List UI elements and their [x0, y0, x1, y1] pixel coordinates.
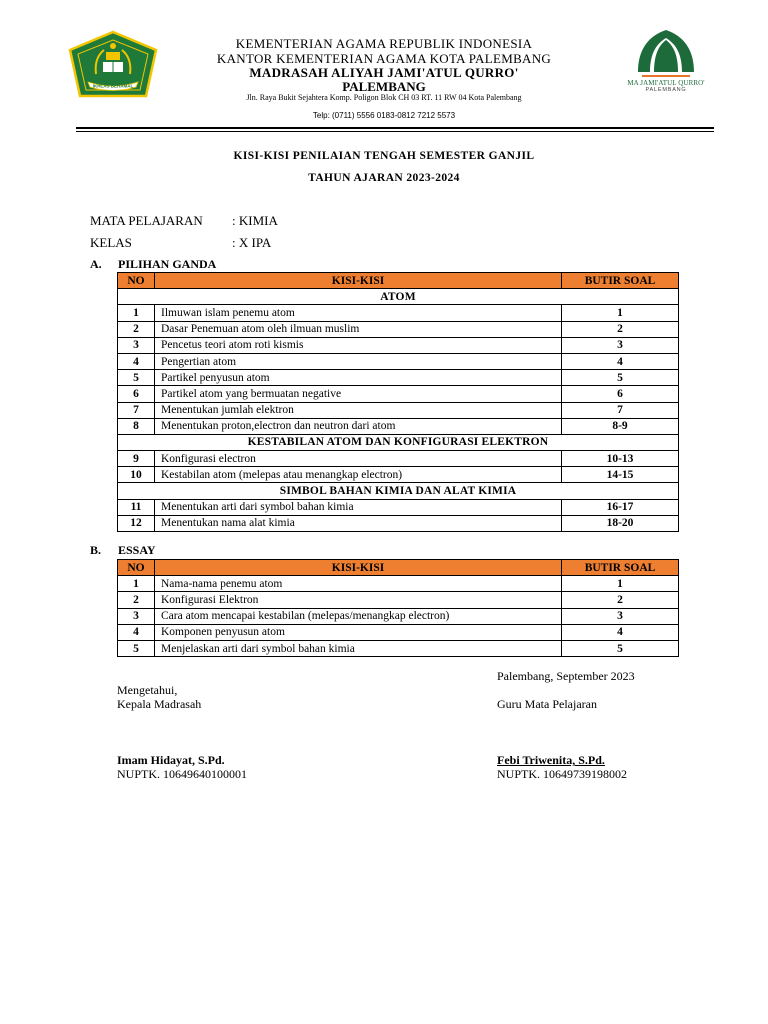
teacher-role: Guru Mata Pelajaran [497, 697, 597, 711]
row-kisi: Cara atom mencapai kestabilan (melepas/menangkap electron) [155, 608, 562, 624]
kemenag-logo [66, 30, 160, 102]
section-b-letter: B. [90, 543, 102, 557]
row-no: 8 [118, 418, 155, 434]
row-kisi: Pencetus teori atom roti kismis [155, 337, 562, 353]
row-butir: 1 [562, 305, 679, 321]
table-row [118, 515, 679, 531]
kemenag-logo-text: IKHLAS BERAMAL [92, 83, 134, 89]
header-kisi: KISI-KISI [155, 273, 562, 289]
row-butir: 18-20 [562, 515, 679, 531]
section-a-letter: A. [90, 257, 102, 271]
document-title: KISI-KISI PENILAIAN TENGAH SEMESTER GANJIL [233, 150, 535, 162]
row-no: 4 [118, 353, 155, 369]
meta-class-value: : X IPA [232, 235, 272, 250]
section-a-heading [90, 257, 216, 272]
row-butir: 6 [562, 386, 679, 402]
teacher-id: NUPTK. 10649739198002 [497, 767, 628, 781]
table-header-row [118, 273, 679, 289]
row-butir: 2 [562, 321, 679, 337]
row-no: 9 [118, 451, 155, 467]
row-no: 6 [118, 386, 155, 402]
table-header-row [118, 560, 679, 576]
group-title: KESTABILAN ATOM DAN KONFIGURASI ELEKTRON [118, 434, 679, 450]
teacher-name: Febi Triwenita, S.Pd. [497, 753, 605, 767]
row-kisi: Menentukan arti dari symbol bahan kimia [155, 499, 562, 515]
row-butir: 3 [562, 337, 679, 353]
table-row [118, 640, 679, 656]
table-row [118, 608, 679, 624]
table-row [118, 418, 679, 434]
row-butir: 2 [562, 592, 679, 608]
table-row [118, 305, 679, 321]
row-kisi: Nama-nama penemu atom [155, 576, 562, 592]
meta-subject [90, 213, 278, 229]
row-kisi: Komponen penyusun atom [155, 624, 562, 640]
table-row [118, 499, 679, 515]
row-kisi: Pengertian atom [155, 353, 562, 369]
letterhead-address: Jln. Raya Bukit Sejahtera Komp. Poligon Blok CH 03 RT. 11 RW 04 Kota Palembang [246, 93, 522, 102]
row-no: 4 [118, 624, 155, 640]
letterhead-line2: KANTOR KEMENTERIAN AGAMA KOTA PALEMBANG [216, 51, 552, 66]
section-b-heading [90, 543, 156, 558]
header-butir: BUTIR SOAL [562, 273, 679, 289]
table-row [118, 467, 679, 483]
principal-role: Kepala Madrasah [117, 697, 202, 711]
school-logo [624, 28, 708, 112]
row-kisi: Kestabilan atom (melepas atau menangkap electron) [155, 467, 562, 483]
row-no: 7 [118, 402, 155, 418]
table-row [118, 321, 679, 337]
row-butir: 4 [562, 624, 679, 640]
row-kisi: Menentukan jumlah elektron [155, 402, 562, 418]
row-butir: 1 [562, 576, 679, 592]
letterhead-line1: KEMENTERIAN AGAMA REPUBLIK INDONESIA [235, 36, 533, 51]
row-butir: 16-17 [562, 499, 679, 515]
section-a-title: PILIHAN GANDA [118, 257, 217, 271]
group-row [118, 434, 679, 450]
row-no: 1 [118, 576, 155, 592]
row-kisi: Menentukan proton,electron dan neutron dari atom [155, 418, 562, 434]
letterhead-divider-thin [76, 131, 714, 132]
header-no: NO [118, 273, 155, 289]
meta-class [90, 235, 271, 251]
row-butir: 3 [562, 608, 679, 624]
essay-table [117, 559, 679, 657]
row-kisi: Menjelaskan arti dari symbol bahan kimia [155, 640, 562, 656]
group-title: ATOM [118, 289, 679, 305]
row-no: 2 [118, 321, 155, 337]
section-b-title: ESSAY [118, 543, 156, 557]
row-no: 3 [118, 337, 155, 353]
letterhead-divider-thick [76, 127, 714, 129]
header-no: NO [118, 560, 155, 576]
meta-subject-key: MATA PELAJARAN [90, 213, 203, 228]
meta-subject-value: : KIMIA [232, 213, 278, 228]
row-butir: 8-9 [562, 418, 679, 434]
row-butir: 4 [562, 353, 679, 369]
document-subtitle: TAHUN AJARAN 2023-2024 [308, 172, 460, 184]
header-kisi: KISI-KISI [155, 560, 562, 576]
letterhead-city: PALEMBANG [342, 79, 426, 94]
row-no: 5 [118, 370, 155, 386]
row-butir: 5 [562, 640, 679, 656]
table-row [118, 337, 679, 353]
principal-name: Imam Hidayat, S.Pd. [117, 753, 225, 767]
table-row [118, 402, 679, 418]
row-no: 3 [118, 608, 155, 624]
meta-class-key: KELAS [90, 235, 132, 250]
school-logo-name: MA JAMI'ATUL QURRO' [627, 79, 705, 87]
row-kisi: Konfigurasi electron [155, 451, 562, 467]
row-no: 5 [118, 640, 155, 656]
table-row [118, 451, 679, 467]
table-row [118, 386, 679, 402]
row-no: 2 [118, 592, 155, 608]
row-kisi: Partikel penyusun atom [155, 370, 562, 386]
table-row [118, 592, 679, 608]
letterhead-school-name: MADRASAH ALIYAH JAMI'ATUL QURRO' [249, 65, 519, 80]
principal-id: NUPTK. 10649640100001 [117, 767, 248, 781]
row-no: 1 [118, 305, 155, 321]
row-butir: 7 [562, 402, 679, 418]
row-kisi: Dasar Penemuan atom oleh ilmuan muslim [155, 321, 562, 337]
table-row [118, 624, 679, 640]
row-kisi: Ilmuwan islam penemu atom [155, 305, 562, 321]
row-butir: 10-13 [562, 451, 679, 467]
table-row [118, 576, 679, 592]
table-row [118, 353, 679, 369]
row-no: 12 [118, 515, 155, 531]
letterhead-phone: Telp: (0711) 5556 0183-0812 7212 5573 [312, 111, 456, 120]
place-date: Palembang, September 2023 [497, 669, 635, 683]
row-kisi: Menentukan nama alat kimia [155, 515, 562, 531]
group-row [118, 289, 679, 305]
row-kisi: Konfigurasi Elektron [155, 592, 562, 608]
row-kisi: Partikel atom yang bermuatan negative [155, 386, 562, 402]
acknowledge-label: Mengetahui, [117, 683, 178, 697]
header-butir: BUTIR SOAL [562, 560, 679, 576]
group-row [118, 483, 679, 499]
row-no: 10 [118, 467, 155, 483]
table-row [118, 370, 679, 386]
row-no: 11 [118, 499, 155, 515]
multiple-choice-table [117, 272, 679, 532]
school-logo-city: PALEMBANG [645, 87, 687, 93]
row-butir: 5 [562, 370, 679, 386]
row-butir: 14-15 [562, 467, 679, 483]
group-title: SIMBOL BAHAN KIMIA DAN ALAT KIMIA [118, 483, 679, 499]
